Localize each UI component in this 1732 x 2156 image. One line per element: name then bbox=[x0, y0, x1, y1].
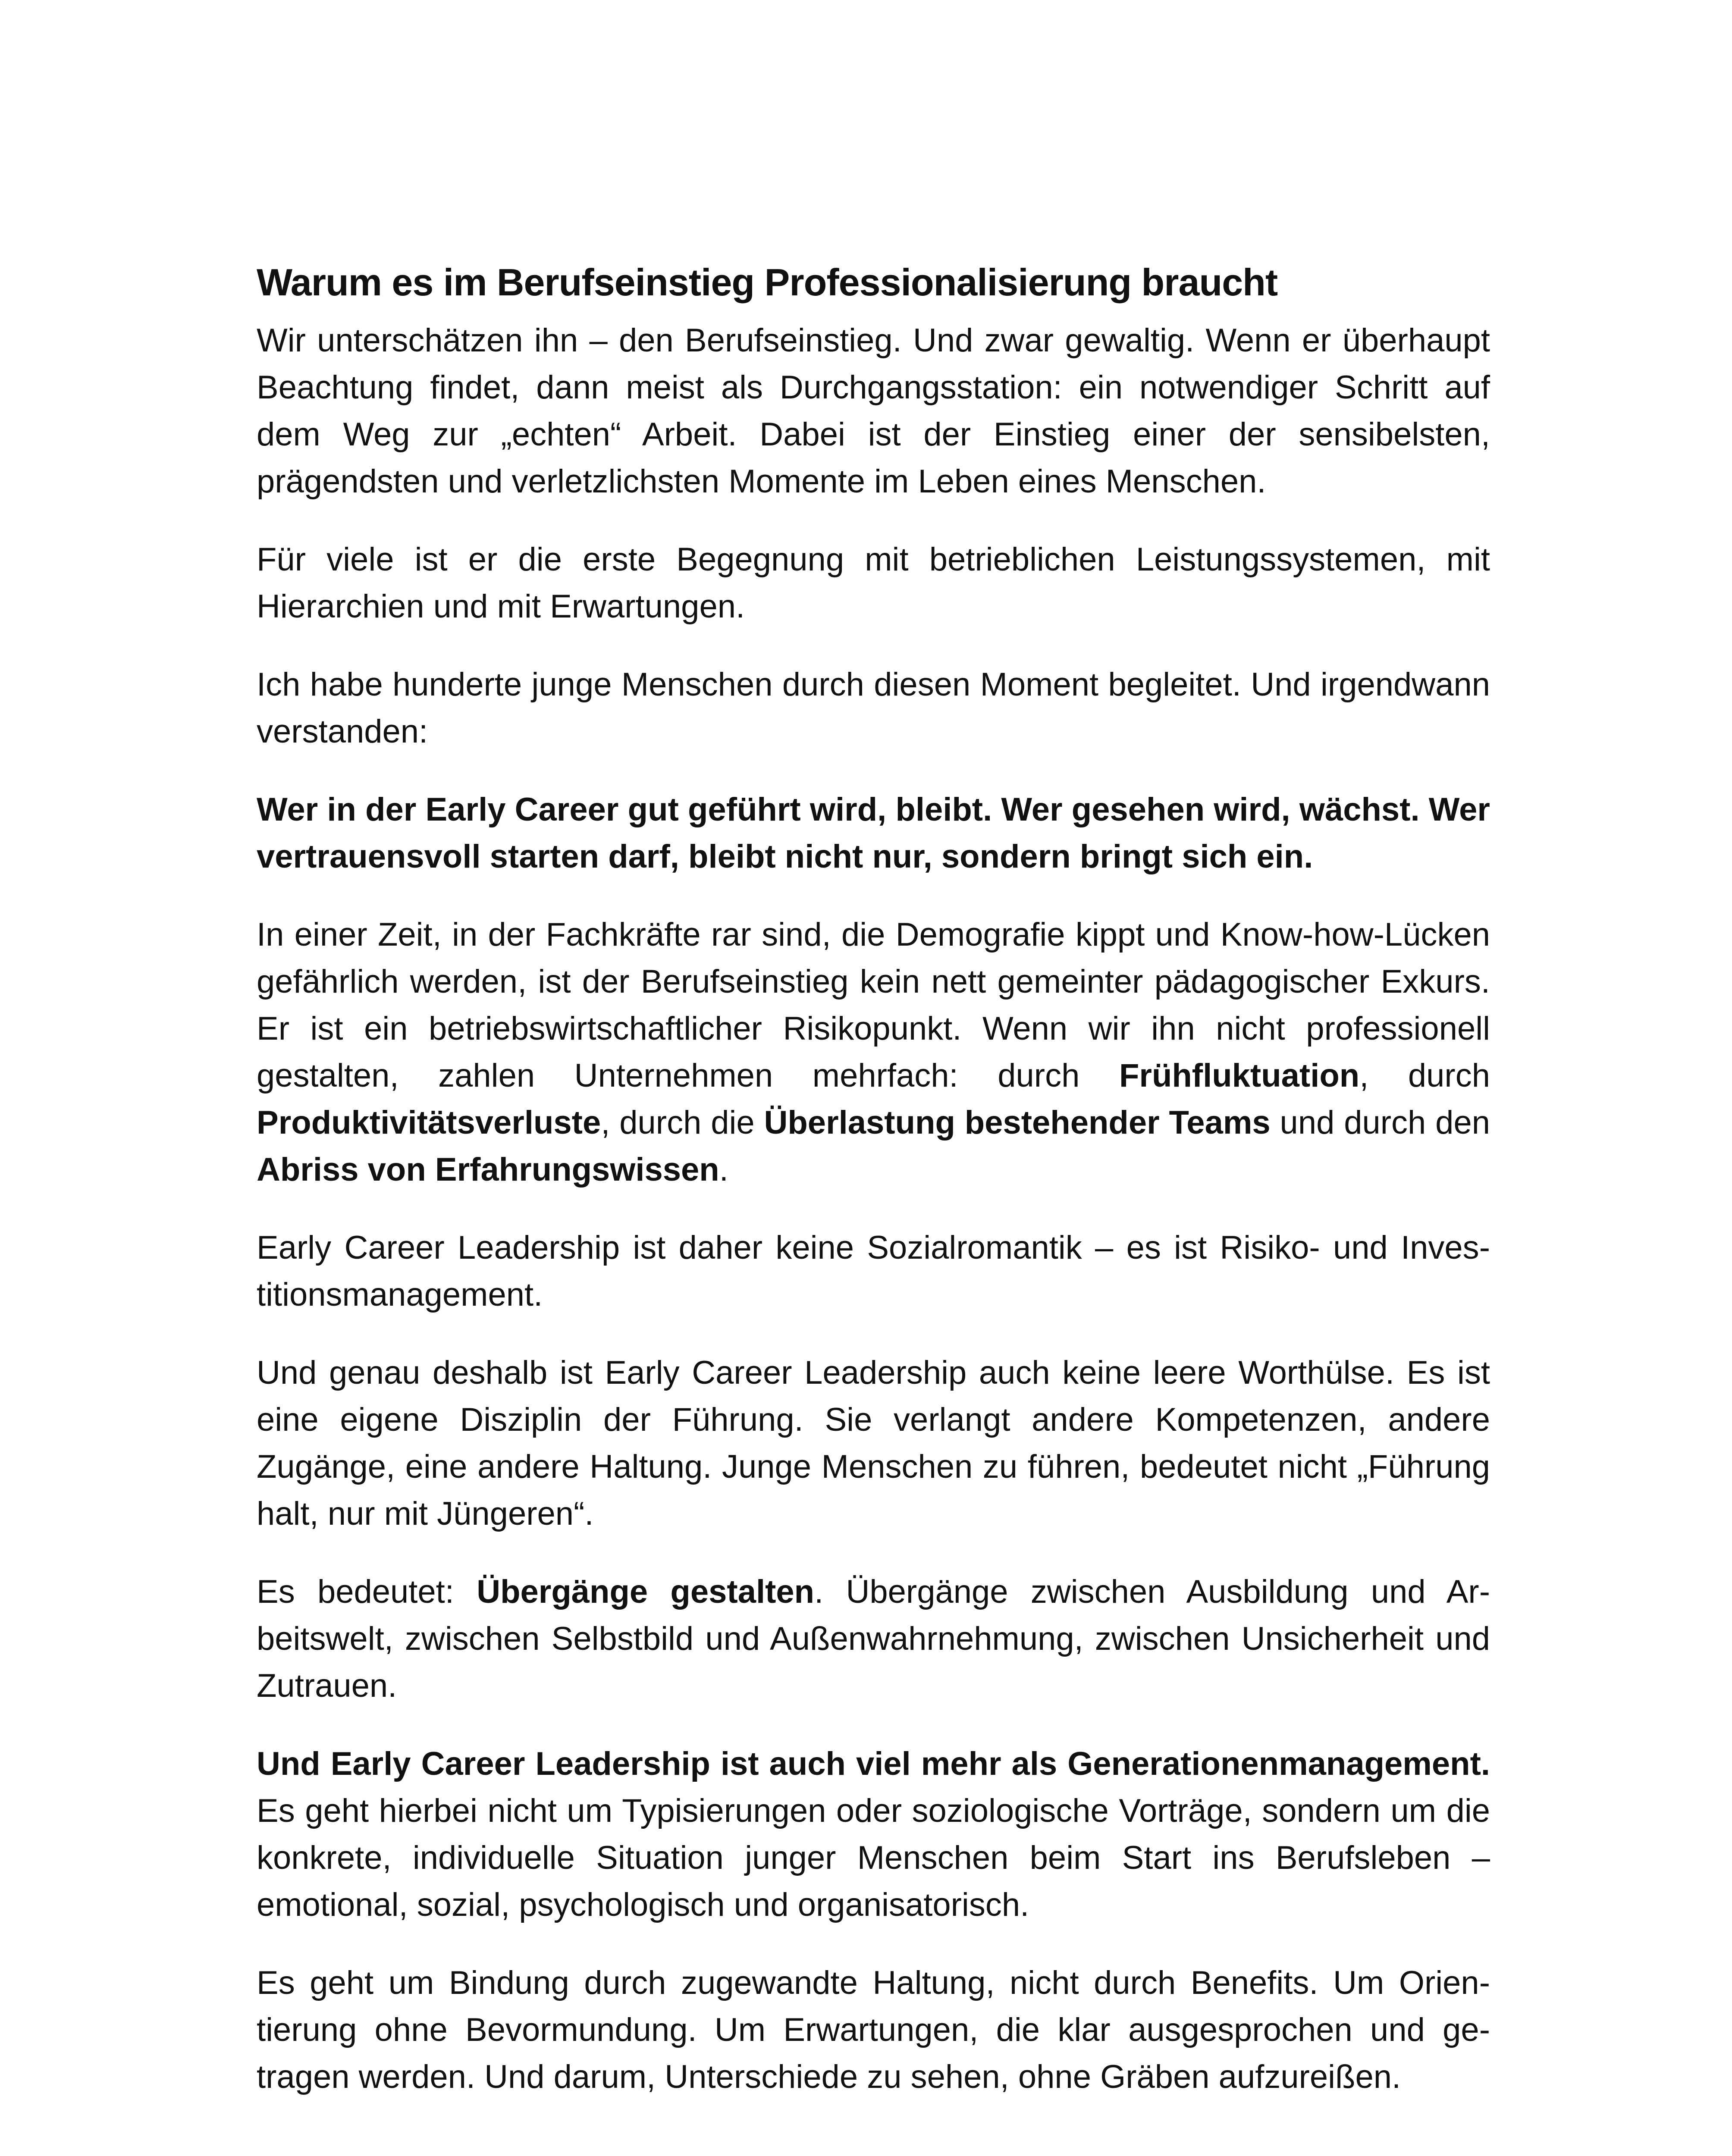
paragraph-3: Ich habe hunderte junge Menschen durch diesen Moment begleitet. Und irgendwann verstanden: bbox=[257, 666, 1490, 750]
paragraph-9 bbox=[257, 1740, 1490, 1928]
paragraph-5 bbox=[257, 911, 1490, 1193]
paragraph-5-text-5: . bbox=[719, 1151, 728, 1188]
paragraph-5-bold-1: Frühfluktuation bbox=[1119, 1057, 1360, 1094]
paragraph-8 bbox=[257, 1568, 1490, 1709]
paragraph-5-bold-4: Abriss von Erfahrungswissen bbox=[257, 1151, 719, 1188]
paragraph-5-text-3: , durch die bbox=[601, 1104, 764, 1141]
paragraph-5-bold-3: Überlastung bestehender Teams bbox=[764, 1104, 1271, 1141]
paragraph-5-text-4: und durch den bbox=[1270, 1104, 1490, 1141]
paragraph-9-bold-1: Und Early Career Leadership ist auch viel mehr als Generationenmanagement. bbox=[257, 1745, 1490, 1782]
paragraph-5-text-2: , durch bbox=[1359, 1057, 1490, 1094]
paragraph-6: Early Career Leadership ist daher keine Sozialromantik – es ist Risiko- und Investitionsmanagement. bbox=[257, 1229, 1490, 1313]
paragraph-2: Für viele ist er die erste Begegnung mit betrieblichen Leistungssystemen, mit Hierarchien und mit Erwartungen. bbox=[257, 541, 1490, 625]
section-heading: Warum es im Berufseinstieg Professionalisierung braucht bbox=[257, 261, 1278, 304]
paragraph-4-key-statement: Wer in der Early Career gut geführt wird, bleibt. Wer gesehen wird, wächst. Wer vertrauensvoll starten darf, bleibt nicht nur, sondern bringt sich ein. bbox=[257, 791, 1490, 875]
paragraph-1: Wir unterschätzen ihn – den Berufseinstieg. Und zwar gewaltig. Wenn er überhaupt Beachtung findet, dann meist als Durchgangsstation: ein notwendiger Schritt auf dem Weg zur „echten“ Arbeit. Dabei ist der Einstieg einer der sensibelsten, prägendsten und verletzlichsten Momente im Leben eines Menschen. bbox=[257, 322, 1490, 500]
paragraph-8-text-2: . Übergänge zwischen Ausbildung und Arbeitswelt, zwischen Selbstbild und Außenwahrnehmung, zwischen Unsicherheit und Zutrauen. bbox=[257, 1573, 1490, 1704]
paragraph-10: Es geht um Bindung durch zugewandte Haltung, nicht durch Benefits. Um Orientierung ohne Bevormundung. Um Erwartungen, die klar ausgesprochen und getragen werden. Und darum, Unterschiede zu sehen, ohne Gräben aufzureißen. bbox=[257, 1965, 1490, 2095]
paragraph-8-text-1: Es bedeutet: bbox=[257, 1573, 477, 1610]
paragraph-5-text-1: In einer Zeit, in der Fachkräfte rar sind, die Demografie kippt und Know-how-Lücken gefährlich werden, ist der Berufseinstieg kein nett gemeinter pädagogischer Exkurs. Er ist ein betriebswirtschaftlicher Risikopunkt. Wenn wir ihn nicht professionell gestalten, zahlen Unternehmen mehrfach: durch bbox=[257, 916, 1490, 1094]
paragraph-5-bold-2: Produktivitätsverluste bbox=[257, 1104, 601, 1141]
paragraph-7: Und genau deshalb ist Early Career Leadership auch keine leere Worthülse. Es ist eine eigene Disziplin der Führung. Sie verlangt andere Kompetenzen, andere Zugänge, eine andere Haltung. Junge Menschen zu führen, bedeutet nicht „Führung halt, nur mit Jüngeren“. bbox=[257, 1354, 1490, 1532]
page-content bbox=[257, 257, 1490, 2131]
paragraph-8-bold-1: Übergänge gestalten bbox=[477, 1573, 815, 1610]
paragraph-9-text-1: Es geht hierbei nicht um Typisierungen oder soziologische Vorträge, sondern um die konkrete, individuelle Situation junger Menschen beim Start ins Berufsleben – emotional, sozial, psychologisch und organisatorisch. bbox=[257, 1792, 1490, 1923]
